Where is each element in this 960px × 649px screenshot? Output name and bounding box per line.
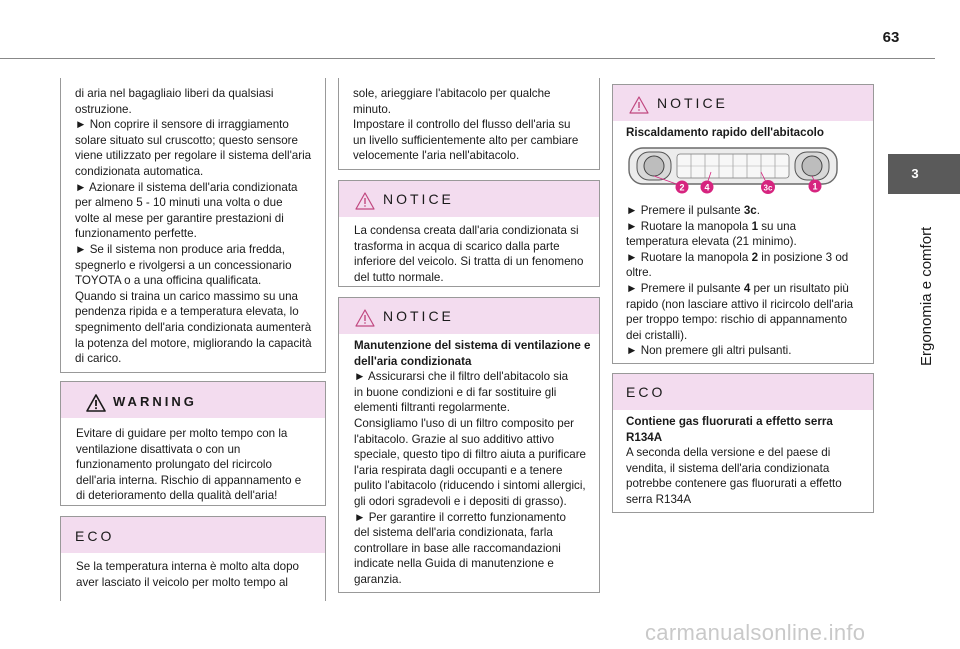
- notice-body: [354, 223, 606, 285]
- text-line: dei cristalli).: [626, 328, 688, 342]
- text-line: ► Ruotare la manopola 1 su una: [626, 219, 797, 233]
- text-line: ► Non premere gli altri pulsanti.: [626, 344, 792, 358]
- text-line: dell'aria interna. Rischio di appannamento e: [76, 473, 302, 487]
- notice-header: [339, 298, 599, 334]
- text-line: indicate nella Guida di manutenzione e: [354, 557, 554, 571]
- svg-text:2: 2: [679, 182, 685, 193]
- notice-heading: dell'aria condizionata: [354, 354, 472, 368]
- svg-text:3c: 3c: [763, 183, 773, 193]
- warning-icon: [86, 394, 106, 412]
- eco-title: ECO: [75, 528, 115, 544]
- text-line: ► Per garantire il corretto funzionamento: [354, 510, 566, 524]
- text-line: garanzia.: [354, 572, 402, 586]
- text-line: volte al mese per garantire prestazioni di: [75, 211, 284, 225]
- eco-body: [76, 559, 328, 590]
- notice-title: NOTICE: [383, 308, 454, 324]
- notice-box-heating: [612, 84, 874, 364]
- text-line: gli odori sgradevoli e i depositi di grasso).: [354, 494, 567, 508]
- notice-box-condensation: [338, 180, 600, 287]
- figure-label-1: [809, 180, 822, 193]
- text-line: di carico.: [75, 352, 122, 366]
- warning-header: [61, 382, 325, 418]
- warning-title: WARNING: [113, 394, 197, 409]
- eco-title: ECO: [626, 384, 666, 400]
- eco-header: [61, 517, 325, 553]
- text-line: per almeno 5 - 10 minuti una volta o due: [75, 196, 283, 210]
- text-line: temperatura elevata (21 minimo).: [626, 235, 797, 249]
- text-line: rapido (non lasciare attivo il ricircolo dell'aria: [626, 297, 854, 311]
- figure-label-2: [676, 181, 689, 194]
- text-line: ostruzione.: [75, 102, 132, 116]
- notice-box-maintenance: [338, 297, 600, 593]
- notice-icon: [355, 192, 375, 210]
- text-line: del sistema dell'aria condizionata, farla: [354, 526, 553, 540]
- text-line: ► Non coprire il sensore di irraggiamento: [75, 118, 289, 132]
- eco-heading: Contiene gas fluorurati a effetto serra: [626, 415, 833, 428]
- text-line: pendenza ripida e a temperatura elevata, lo: [75, 305, 299, 319]
- chapter-title-wrap: [888, 194, 960, 384]
- text-line: controllare in base alle raccomandazioni: [354, 541, 561, 555]
- text-line: Evitare di guidare per molto tempo con la: [76, 427, 288, 440]
- text-line: elementi filtranti regolarmente.: [354, 401, 510, 415]
- text-line: ► Premere il pulsante 4 per un risultato più: [626, 281, 849, 295]
- text-line: del tutto normale.: [354, 270, 444, 284]
- eco-box-col3: [612, 373, 874, 513]
- text-line: La condensa creata dall'aria condizionata si: [354, 224, 579, 237]
- notice-title: NOTICE: [383, 191, 454, 207]
- text-line: solare situato sul cruscotto; questo sensore: [75, 133, 298, 147]
- chapter-tab: [888, 154, 960, 194]
- text-line: di deterioramento della qualità dell'aria!: [76, 489, 278, 503]
- text-line: la potenza del motore, migliorando la capacità: [75, 336, 312, 350]
- header-rule: [0, 58, 935, 59]
- text-line: Se la temperatura interna è molto alta dopo: [76, 560, 299, 573]
- text-line: ► Se il sistema non produce aria fredda,: [75, 242, 285, 256]
- text-line: ► Premere il pulsante 3c.: [626, 204, 760, 217]
- text-line: ► Ruotare la manopola 2 in posizione 3 od: [626, 250, 849, 264]
- text-line: serra R134A: [626, 492, 692, 506]
- chapter-title: Ergonomia e comfort: [918, 226, 935, 366]
- figure-label-3c: [761, 180, 775, 194]
- text-line: ► Assicurarsi che il filtro dell'abitacolo sia: [354, 370, 569, 384]
- warning-box: [60, 381, 326, 506]
- chapter-number: 3: [911, 166, 919, 181]
- notice-body: [626, 203, 872, 359]
- text-line: oltre.: [626, 266, 652, 280]
- text-line: TOYOTA o a una officina qualificata.: [75, 274, 262, 288]
- text-line: velocemente l'aria nell'abitacolo.: [353, 149, 520, 163]
- text-line: spegnerlo e rivolgersi a un concessionario: [75, 258, 292, 272]
- text-line: Impostare il controllo del flusso dell'aria su: [353, 118, 571, 132]
- text-line: pulito l'abitacolo (riducendo i sintomi allergici,: [354, 479, 586, 493]
- text-line: l'aria respirata dagli occupanti e a tenere: [354, 463, 563, 477]
- text-line: viene utilizzato per regolare il sistema dell'aria: [75, 149, 312, 163]
- eco-box-col1: [60, 516, 326, 601]
- notice-icon: [355, 309, 375, 327]
- figure-label-4: [701, 181, 714, 194]
- watermark: carmanualsonline.info: [645, 620, 866, 645]
- text-line: inferiore del veicolo. Si tratta di un fenomeno: [354, 255, 584, 269]
- text-line: ► Azionare il sistema dell'aria condizionata: [75, 180, 298, 194]
- text-line: funzionamento prolungato del ricircolo: [76, 458, 272, 472]
- text-line: spegnimento dell'aria condizionata aumenterà: [75, 320, 312, 334]
- text-line: per troppo tempo: rischio di appannamento: [626, 313, 848, 327]
- text-line: potrebbe contenere gas fluorurati a effetto: [626, 477, 842, 491]
- svg-text:1: 1: [812, 181, 818, 192]
- text-line: condizionata automatica.: [75, 164, 204, 178]
- page-number: 63: [882, 29, 900, 46]
- text-line: aver lasciato il veicolo per molto tempo al: [76, 575, 289, 589]
- warning-body: [76, 426, 328, 504]
- notice-header: [613, 85, 873, 121]
- text-line: Consigliamo l'uso di un filtro composito per: [354, 416, 575, 430]
- text-line: ventilazione disattivata o con un: [76, 442, 241, 456]
- text-line: funzionamento perfette.: [75, 227, 197, 241]
- text-line: sole, arieggiare l'abitacolo per qualche: [353, 87, 551, 100]
- notice-icon: [629, 96, 649, 114]
- eco-header: [613, 374, 873, 410]
- text-line: trasforma in acqua di scarico dalla parte: [354, 239, 560, 253]
- eco-heading: R134A: [626, 430, 663, 444]
- col1-text: [75, 86, 325, 367]
- text-line: speciale, questo tipo di filtro aiuta a purificare: [354, 448, 587, 462]
- text-line: in buone condizioni e di far sostituire gli: [354, 385, 557, 399]
- text-line: l'abitacolo. Grazie al suo additivo attivo: [354, 432, 555, 446]
- text-line: A seconda della versione e del paese di: [626, 446, 831, 460]
- notice-header: [339, 181, 599, 217]
- text-line: di aria nel bagagliaio liberi da qualsiasi: [75, 87, 274, 100]
- col2-text: [353, 86, 598, 164]
- notice-heading: Manutenzione del sistema di ventilazione e: [354, 339, 591, 352]
- text-line: vendita, il sistema dell'aria condizionata: [626, 461, 830, 475]
- notice-body: [354, 338, 600, 588]
- notice-title: NOTICE: [657, 95, 728, 111]
- climate-panel-figure: [627, 146, 839, 196]
- text-line: minuto.: [353, 102, 392, 116]
- text-line: un livello sufficientemente alto per cambiare: [353, 133, 579, 147]
- eco-body: [626, 414, 872, 508]
- notice-heading: Riscaldamento rapido dell'abitacolo: [626, 126, 824, 139]
- text-line: Quando si traina un carico massimo su una: [75, 289, 298, 303]
- svg-text:4: 4: [704, 182, 710, 193]
